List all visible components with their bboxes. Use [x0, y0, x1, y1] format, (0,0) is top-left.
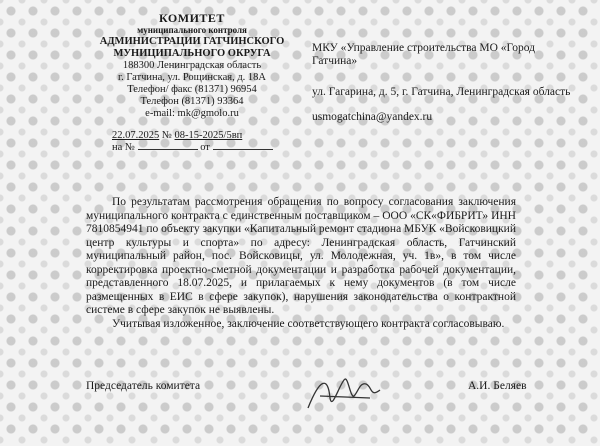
- sender-block: [92, 12, 292, 120]
- reference-number-label: №: [161, 130, 172, 141]
- recipient-name: МКУ «Управление строительства МО «Город Гатчина»: [312, 42, 535, 67]
- recipient-email: usmogatchina@yandex.ru: [312, 111, 433, 123]
- reference-on-line: [138, 149, 198, 150]
- body-paragraph-2: Учитывая изложенное, заключение соответствующего контракта согласовываю.: [112, 317, 505, 330]
- reference-from-line: [213, 149, 273, 150]
- sender-org: КОМИТЕТ: [159, 11, 225, 25]
- sender-admin-line2: МУНИЦИПАЛЬНОГО ОКРУГА: [113, 48, 271, 59]
- sender-email: e-mail: mk@gmolo.ru: [145, 108, 239, 119]
- sender-phone: Телефон (81371) 93364: [140, 96, 244, 107]
- reference-block: [112, 130, 273, 154]
- reference-on-label: на №: [112, 142, 135, 153]
- letter-body: [86, 196, 516, 331]
- sender-admin-line1: АДМИНИСТРАЦИИ ГАТЧИНСКОГО: [99, 36, 285, 47]
- sender-address2: г. Гатчина, ул. Рощинская, д. 18А: [117, 72, 267, 83]
- sender-address1: 188300 Ленинградская область: [122, 60, 262, 71]
- signer-title: Председатель комитета: [86, 380, 201, 392]
- reference-date: 22.07.2025: [112, 130, 160, 141]
- sender-phone-fax: Телефон/ факс (81371) 96954: [127, 84, 257, 95]
- reference-number: 08-15-2025/5вп: [174, 130, 243, 141]
- handwritten-signature: [300, 368, 390, 416]
- signer-name: А.И. Беляев: [468, 380, 527, 392]
- body-paragraph-1: По результатам рассмотрения обращения по вопросу согласования заключения муниципального контракта с единственным поставщиком – ООО «СК«ФИБРИТ» ИНН 7810854941 по объекту закупки «Капитальный ремонт стадиона МБУК «Войсковицкий центр культуры и спорта» по адресу: Ленинградская область, Гатчинский муниципальный район, пос. Войсковицы, ул. Молодежная, уч. 1в», в том числе корректировка проектно-сметной документации и разработка рабочей документации, представленного 18.07.2025, и прилагаемых к нему документов (в том числе размещенных в ЕИС в сфере закупок), нарушения законодательства о контрактной системе в сфере закупок не выявлены.: [86, 196, 516, 316]
- recipient-block: [312, 42, 572, 136]
- reference-from-label: от: [200, 142, 210, 153]
- sender-org-sub: муниципального контроля: [137, 25, 247, 35]
- recipient-address: ул. Гагарина, д. 5, г. Гатчина, Ленинградская область: [312, 86, 571, 98]
